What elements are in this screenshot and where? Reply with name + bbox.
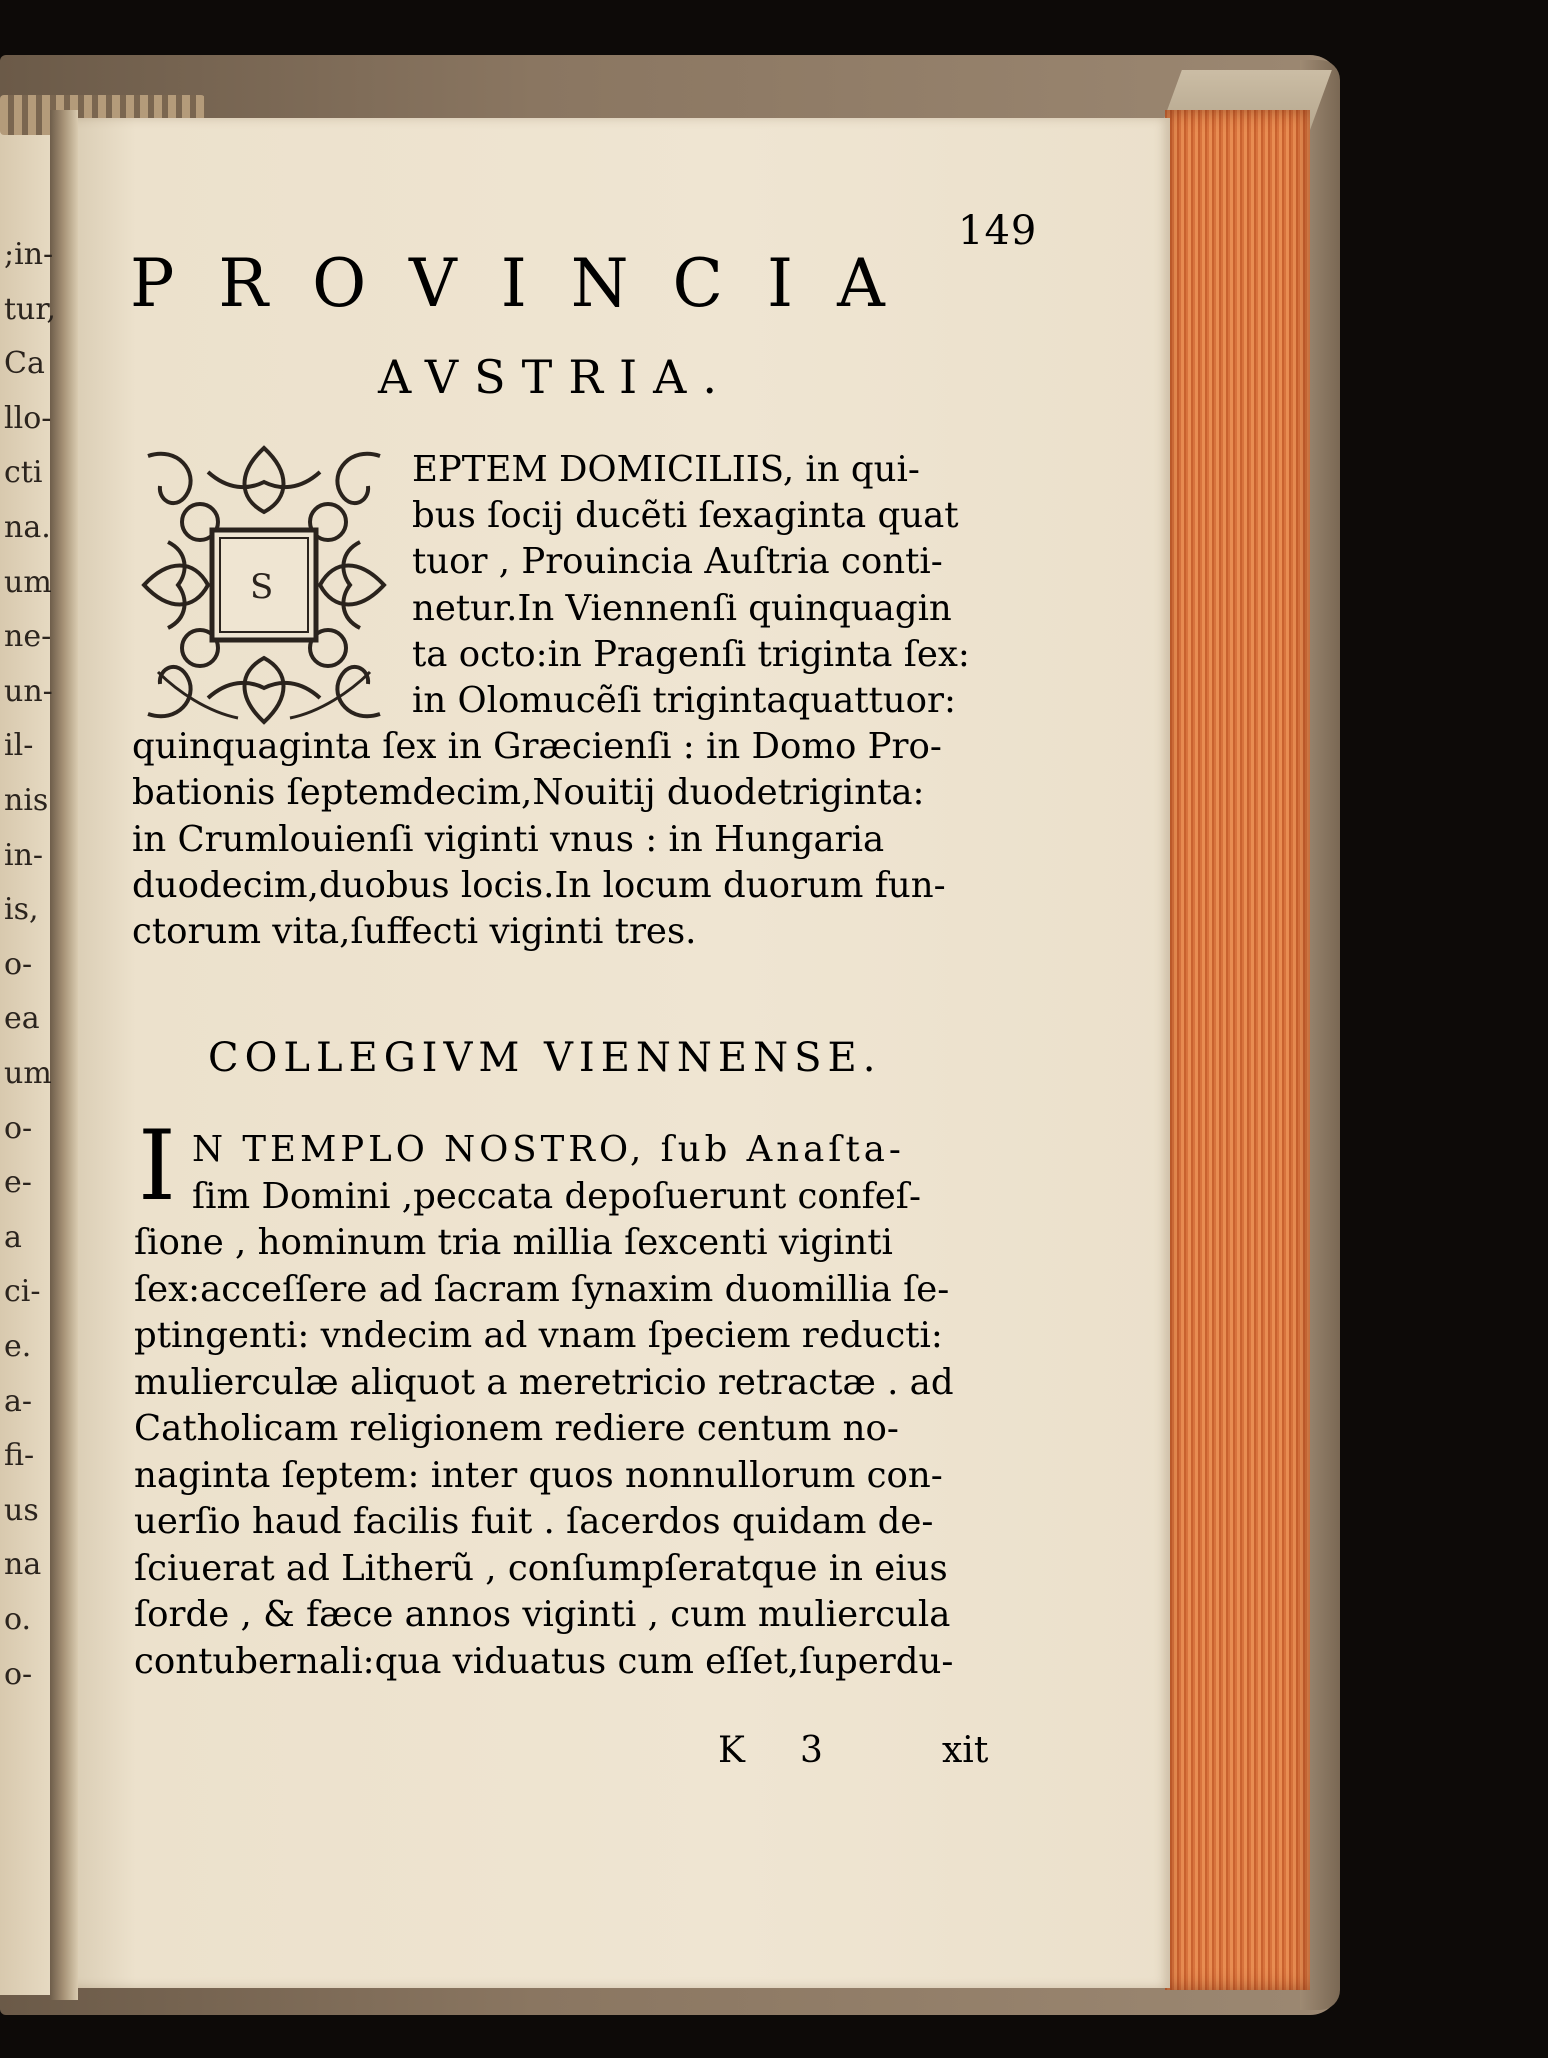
- left-page-fragment: um: [4, 1056, 52, 1091]
- left-page-fragment: in-: [4, 837, 44, 873]
- text-line: tuor , Prouincia Auſtria conti-: [412, 541, 943, 583]
- text-line: mulierculæ aliquot a meretricio retractæ . ad: [134, 1361, 954, 1403]
- left-page-fragment: nis: [4, 783, 49, 818]
- page-subtitle: AVSTRIA.: [378, 350, 733, 404]
- text-line: bus ſocij ducẽti ſexaginta quat: [412, 495, 959, 537]
- left-page-fragment: fi-: [4, 1438, 35, 1474]
- left-page-fragment: il-: [4, 728, 34, 764]
- decorated-initial-icon: [138, 442, 390, 728]
- left-page-fragment: is,: [4, 892, 39, 928]
- text-line: ſorde , & fæce annos viginti , cum muliercula: [134, 1594, 951, 1635]
- text-line: ctorum vita,ſuffecti viginti tres.: [132, 911, 697, 952]
- left-page-fragment: cti: [4, 455, 43, 491]
- text-line: Catholicam religionem rediere centum no-: [134, 1408, 899, 1449]
- signature-mark: K: [718, 1730, 745, 1771]
- left-page-fragment: ne-: [4, 619, 52, 655]
- left-page-fragment: um: [4, 564, 52, 600]
- page-title: PROVINCIA: [130, 245, 929, 322]
- text-line: EPTEM DOMICILIIS, in qui-: [412, 449, 920, 490]
- catchword: xit: [942, 1730, 989, 1771]
- text-line: ſciuerat ad Litherũ , conſumpſeratque in eius: [134, 1547, 948, 1589]
- text-line: in Crumlouienſi viginti vnus : in Hungaria: [132, 818, 885, 860]
- text-line: ta octo:in Pragenſi triginta ſex:: [412, 633, 970, 675]
- text-line: in Olomucẽſi trigintaquattuor:: [412, 680, 956, 721]
- text-line: netur.In Viennenſi quinquagin: [412, 587, 952, 629]
- left-page-fragment: us: [4, 1492, 39, 1528]
- left-page-fragment: ci-: [4, 1274, 41, 1310]
- initial-letter: S: [250, 567, 274, 607]
- text-line: ſim Domini ,peccata depoſuerunt confeſ-: [192, 1175, 921, 1217]
- signature-number: 3: [800, 1730, 823, 1771]
- text-line: bationis ſeptemdecim,Nouitij duodetriginta:: [132, 772, 925, 814]
- left-page-fragment: e.: [4, 1329, 32, 1364]
- gutter: [50, 110, 78, 2000]
- left-page-fragment: un-: [4, 673, 53, 709]
- left-page-fragment: o-: [4, 946, 33, 982]
- left-page-fragment: ;in-: [4, 237, 54, 272]
- left-page-fragment: ea: [4, 1001, 40, 1037]
- text-line: ptingenti: vndecim ad vnam ſpeciem reducti:: [134, 1315, 943, 1356]
- red-fore-edge: [1165, 110, 1310, 1990]
- text-line: naginta ſeptem: inter quos nonnullorum con-: [134, 1454, 943, 1496]
- left-page-fragment: o-: [4, 1656, 33, 1692]
- text-line: N TEMPLO NOSTRO, ſub Anaſta-: [192, 1129, 905, 1170]
- left-page-fragment: o-: [4, 1110, 33, 1146]
- left-page-fragment: tur,: [4, 291, 56, 327]
- text-line: ſex:acceſſere ad ſacram ſynaxim duomillia ſe-: [134, 1268, 950, 1310]
- left-page-fragment: o.: [4, 1602, 32, 1637]
- section2-initial: I: [138, 1110, 176, 1222]
- section-heading: COLLEGIVM VIENNENSE.: [208, 1035, 882, 1081]
- left-page-fragment: Ca: [4, 346, 45, 382]
- folio-number: 149: [958, 208, 1038, 254]
- text-line: contubernali:qua viduatus cum eſſet,ſuperdu-: [134, 1640, 954, 1682]
- left-page-fragment: a: [4, 1219, 22, 1255]
- text-line: quinquaginta ſex in Græcienſi : in Domo Pro-: [132, 726, 942, 768]
- left-page-fragment: llo-: [4, 400, 52, 436]
- text-line: duodecim,duobus locis.In locum duorum fun-: [132, 864, 946, 906]
- text-line: ſione , hominum tria millia ſexcenti viginti: [134, 1222, 893, 1263]
- text-line: uerſio haud facilis fuit . ſacerdos quidam de-: [134, 1501, 934, 1542]
- left-page-fragment: na.: [4, 510, 51, 545]
- left-page-fragment: a-: [4, 1383, 33, 1419]
- left-page-fragment: na: [4, 1547, 42, 1583]
- left-page-fragment: e-: [4, 1165, 32, 1201]
